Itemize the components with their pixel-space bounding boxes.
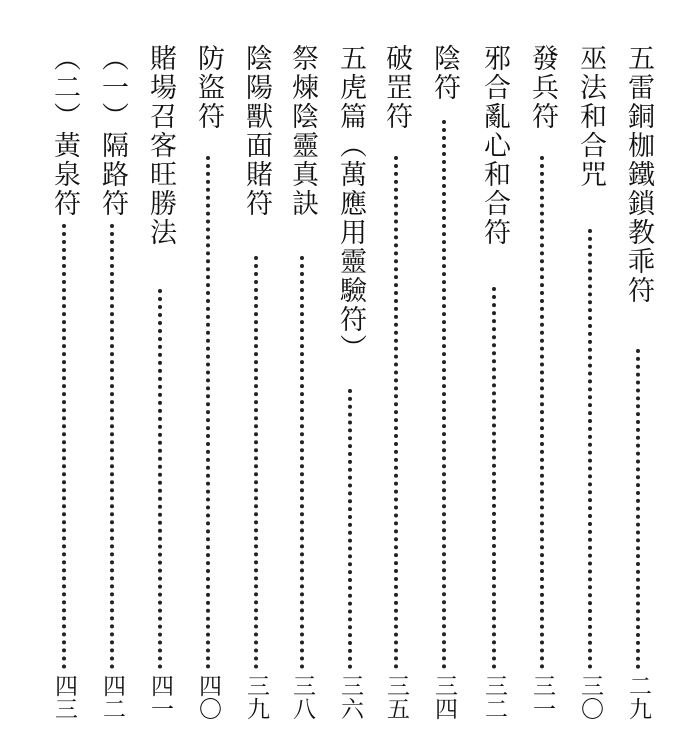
toc-entry [92, 44, 132, 724]
toc-dot-leader [348, 389, 357, 669]
toc-entry-page-number: 四一 [147, 674, 173, 720]
toc-entry-page-number: 三四 [431, 674, 457, 720]
toc-entry [376, 44, 416, 724]
toc-entry-title: 邪合亂心和合符 [479, 44, 510, 247]
toc-entry-title: （二）黃泉符 [49, 44, 80, 218]
toc-entry-title: （一）隔路符 [97, 44, 128, 218]
toc-entry-title: 五虎篇（萬應用靈驗符） [335, 44, 366, 363]
toc-entry-title: 陰符 [429, 44, 460, 102]
toc-dot-leader [540, 156, 549, 669]
toc-entry-page-number: 四二 [99, 674, 125, 720]
toc-entry [474, 44, 514, 724]
toc-dot-leader [492, 287, 501, 669]
toc-dot-leader [110, 224, 119, 669]
toc-dot-leader [588, 229, 597, 669]
toc-entry-page-number: 四三 [51, 674, 77, 720]
toc-entry-page-number: 三〇 [577, 674, 603, 720]
toc-entry [282, 44, 322, 724]
toc-dot-leader [636, 349, 645, 669]
toc-entry-page-number: 三八 [289, 674, 315, 720]
toc-entry-page-number: 二九 [625, 674, 651, 720]
toc-entry-title: 賭場召客旺勝法 [145, 44, 176, 247]
toc-entry [236, 44, 276, 724]
toc-entry-page-number: 三六 [337, 674, 363, 720]
toc-entry-page-number: 四〇 [195, 674, 221, 720]
toc-entry-title: 破罡符 [381, 44, 412, 131]
toc-entry [188, 44, 228, 724]
toc-entry-title: 防盜符 [193, 44, 224, 131]
toc-entry-title: 五雷銅枷鐵鎖教乖符 [623, 44, 654, 305]
toc-dot-leader [300, 256, 309, 669]
toc-entry [522, 44, 562, 724]
toc-dot-leader [62, 224, 71, 669]
toc-entry-title: 發兵符 [527, 44, 558, 131]
toc-entry-title: 陰陽獸面賭符 [241, 44, 272, 218]
toc-entry [140, 44, 180, 724]
toc-entry-page-number: 三五 [383, 674, 409, 720]
toc-entry [330, 44, 370, 724]
toc-entry-page-number: 三二 [481, 674, 507, 720]
toc-entry [618, 44, 658, 724]
toc-entry [424, 44, 464, 724]
toc-entry-title: 巫法和合咒 [575, 44, 606, 189]
toc-dot-leader [442, 120, 451, 669]
toc-entry-page-number: 三九 [243, 674, 269, 720]
toc-dot-leader [394, 156, 403, 669]
toc-dot-leader [254, 256, 263, 669]
toc-dot-leader [206, 156, 215, 669]
toc-entry [44, 44, 84, 724]
toc-entry-page-number: 三一 [529, 674, 555, 720]
toc-entry [570, 44, 610, 724]
toc-entry-title: 祭煉陰靈真訣 [287, 44, 318, 218]
toc-dot-leader [158, 289, 167, 669]
